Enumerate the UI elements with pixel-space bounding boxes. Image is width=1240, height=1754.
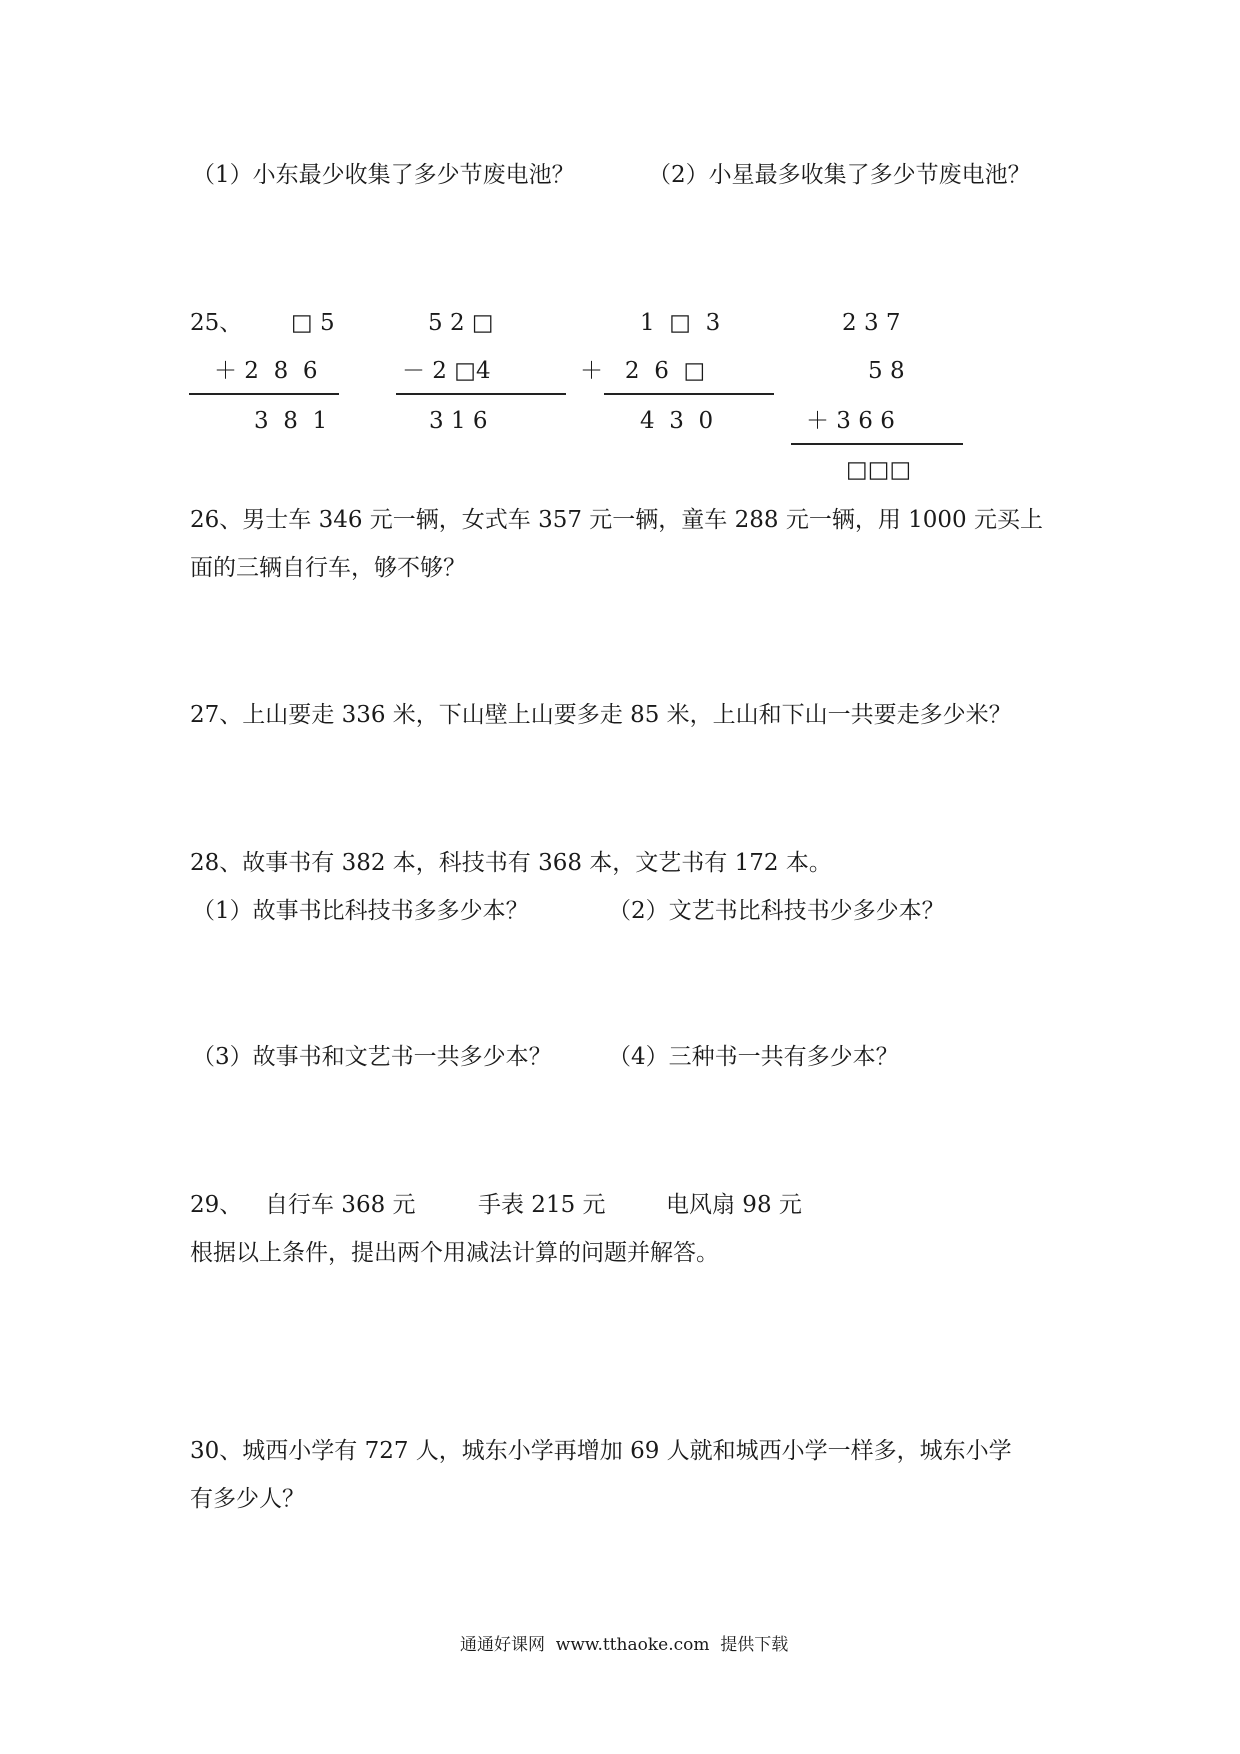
q27-text: 27、上山要走 336 米，下山壁上山要多走 85 米，上山和下山一共要走多少米？: [190, 702, 1012, 728]
q26-line2: 面的三辆自行车，够不够？: [190, 555, 466, 581]
q28-sub4: （4）三种书一共有多少本？: [608, 1044, 899, 1070]
q25-p1-rule: [189, 393, 339, 395]
q25-p4-result: □□□: [846, 457, 912, 483]
q29-item-watch: 手表 215 元: [478, 1192, 606, 1218]
q24-sub2: （2）小星最多收集了多少节废电池？: [648, 162, 1031, 188]
q25-p2-rule: [396, 393, 566, 395]
q30-line1: 30、城西小学有 727 人，城东小学再增加 69 人就和城西小学一样多，城东小学: [190, 1438, 1012, 1464]
q25-p3-rule: [604, 393, 774, 395]
q26-line1: 26、男士车 346 元一辆，女式车 357 元一辆，童车 288 元一辆，用 1000 元买上: [190, 507, 1043, 533]
q25-p3-result: 4 3 0: [640, 408, 714, 434]
q25-p1-line1: □ 5: [291, 310, 335, 336]
q28-sub2: （2）文艺书比科技书少多少本？: [608, 898, 945, 924]
q25-p1-result: 3 8 1: [254, 408, 328, 434]
q25-p1-line2: ＋ 2 8 6: [214, 358, 318, 384]
q25-p4-rule: [791, 443, 963, 445]
q24-sub1: （1）小东最少收集了多少节废电池？: [192, 162, 575, 188]
q29-item-bicycle: 自行车 368 元: [265, 1192, 416, 1218]
q28-sub1: （1）故事书比科技书多多少本？: [192, 898, 529, 924]
q28-text: 28、故事书有 382 本，科技书有 368 本，文艺书有 172 本。: [190, 850, 832, 876]
q25-p2-result: 3 1 6: [429, 408, 488, 434]
q28-sub3: （3）故事书和文艺书一共多少本？: [192, 1044, 552, 1070]
q29-instruction: 根据以上条件，提出两个用减法计算的问题并解答。: [190, 1240, 719, 1266]
q25-p4-line3: ＋ 3 6 6: [806, 408, 895, 434]
q29-item-fan: 电风扇 98 元: [666, 1192, 802, 1218]
q25-p4-line2: 5 8: [868, 358, 905, 384]
q29-number: 29、: [190, 1192, 243, 1218]
page-footer: 通通好课网 www.tthaoke.com 提供下载: [460, 1635, 789, 1655]
q25-number: 25、: [190, 310, 243, 336]
q25-p3-line2: ＋ 2 6 □: [580, 358, 706, 384]
q25-p2-line2: － 2 □4: [402, 358, 491, 384]
q25-p3-line1: 1 □ 3: [640, 310, 721, 336]
q30-line2: 有多少人？: [190, 1486, 305, 1512]
q25-p4-line1: 2 3 7: [842, 310, 901, 336]
q25-p2-line1: 5 2 □: [428, 310, 494, 336]
